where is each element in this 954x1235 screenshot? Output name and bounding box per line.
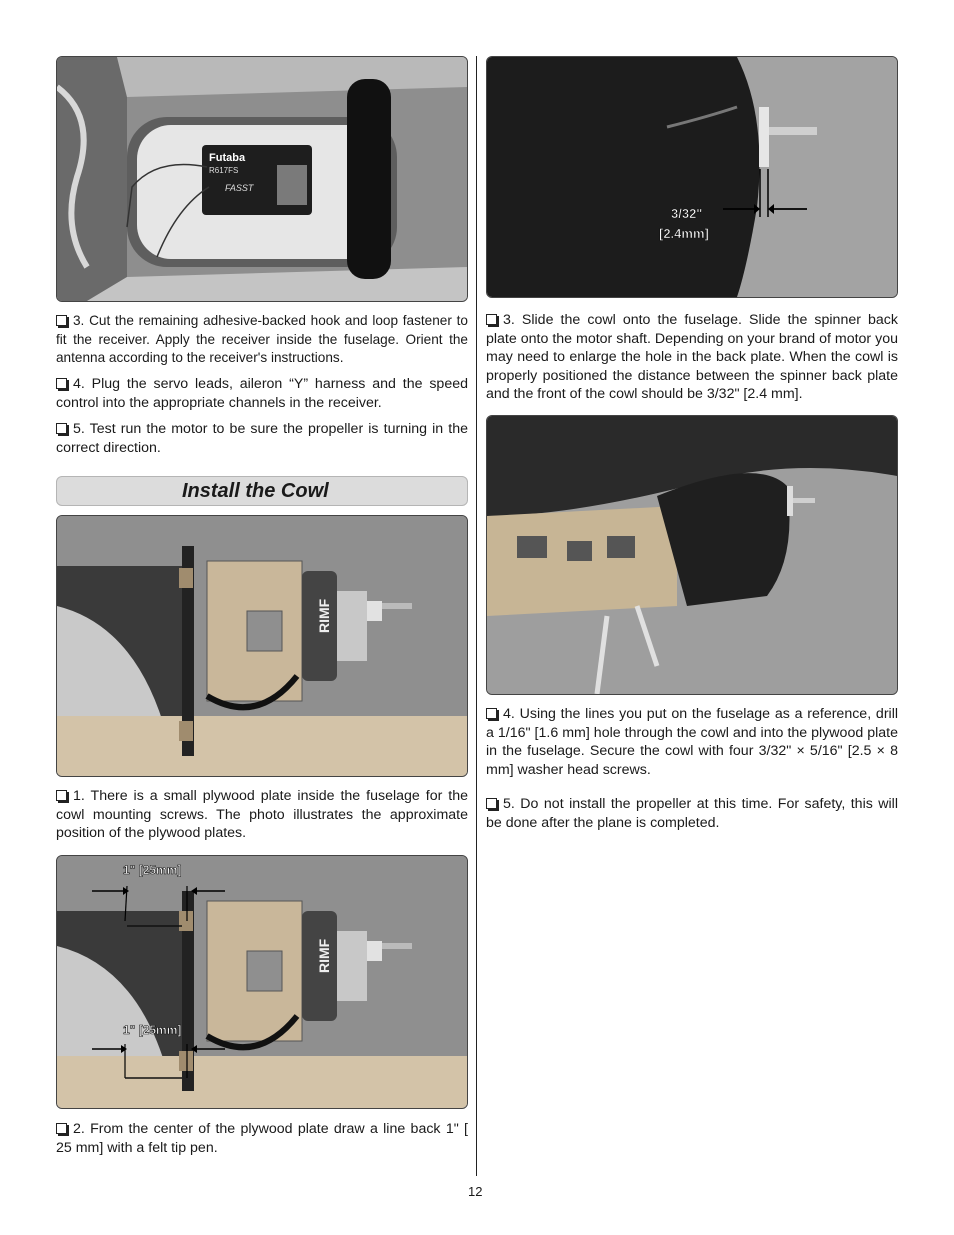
top-dimension-label: 1" [25mm] [123,863,182,877]
motor-mount-marked-photo [56,855,468,1109]
checkbox-icon[interactable] [486,708,497,719]
checkbox-icon[interactable] [486,798,497,809]
column-divider [476,56,477,1176]
section-title: Install the Cowl [182,480,329,502]
section-heading [56,476,468,506]
cowl-installed-photo [486,415,898,695]
step-cowl-2: 2. From the center of the plywood plate draw a line back 1" [ 25 mm] with a felt tip pen. [56,1121,468,1156]
checkbox-icon[interactable] [56,423,67,434]
motor-mount-photo [56,515,468,777]
step-cowl-3: 3. Slide the cowl onto the fuselage. Slide the spinner back plate onto the motor shaft. Depending on your brand of motor you may need to enlarge the hole in the back plate. When the cowl is properly positioned the distance between the spinner back plate and the front of the cowl should be 3/32" [2.4 mm]. [486,312,898,402]
checkbox-icon[interactable] [56,315,67,326]
motor-brand: RIMF [316,938,332,973]
checkbox-icon[interactable] [56,378,67,389]
receiver-photo [56,56,468,302]
receiver-tech: FASST [225,183,254,193]
step-left-5: 5. Test run the motor to be sure the propeller is turning in the correct direction. [56,421,468,456]
checkbox-icon[interactable] [56,790,67,801]
receiver-brand: Futaba [209,152,246,164]
gap-dimension-line2: [2.4mm] [659,226,709,241]
checkbox-icon[interactable] [56,1123,67,1134]
motor-brand: RIMF [316,598,332,633]
step-left-3: 3. Cut the remaining adhesive-backed hook and loop fastener to fit the receiver. Apply the receiver inside the fuselage. Orient the antenna according to the receiver's instructions. [56,313,468,365]
cowl-gap-photo [486,56,898,298]
bottom-dimension-label: 1" [25mm] [123,1023,182,1037]
checkbox-icon[interactable] [486,314,497,325]
gap-dimension-line1: 3/32" [671,206,703,221]
step-cowl-5: 5. Do not install the propeller at this time. For safety, this will be done after the plane is completed. [486,796,898,831]
receiver-model: R617FS [209,166,239,175]
step-cowl-1: 1. There is a small plywood plate inside the fuselage for the cowl mounting screws. The photo illustrates the approximate position of the plywood plates. [56,788,468,841]
page-number: 12 [468,1184,483,1199]
step-left-4: 4. Plug the servo leads, aileron “Y” harness and the speed control into the appropriate channels in the receiver. [56,376,468,411]
step-cowl-4: 4. Using the lines you put on the fuselage as a reference, drill a 1/16" [1.6 mm] hole through the cowl and into the plywood plate in the fuselage. Secure the cowl with four 3/32" × 5/16" [2.5 × 8 mm] washer head screws. [486,706,898,778]
